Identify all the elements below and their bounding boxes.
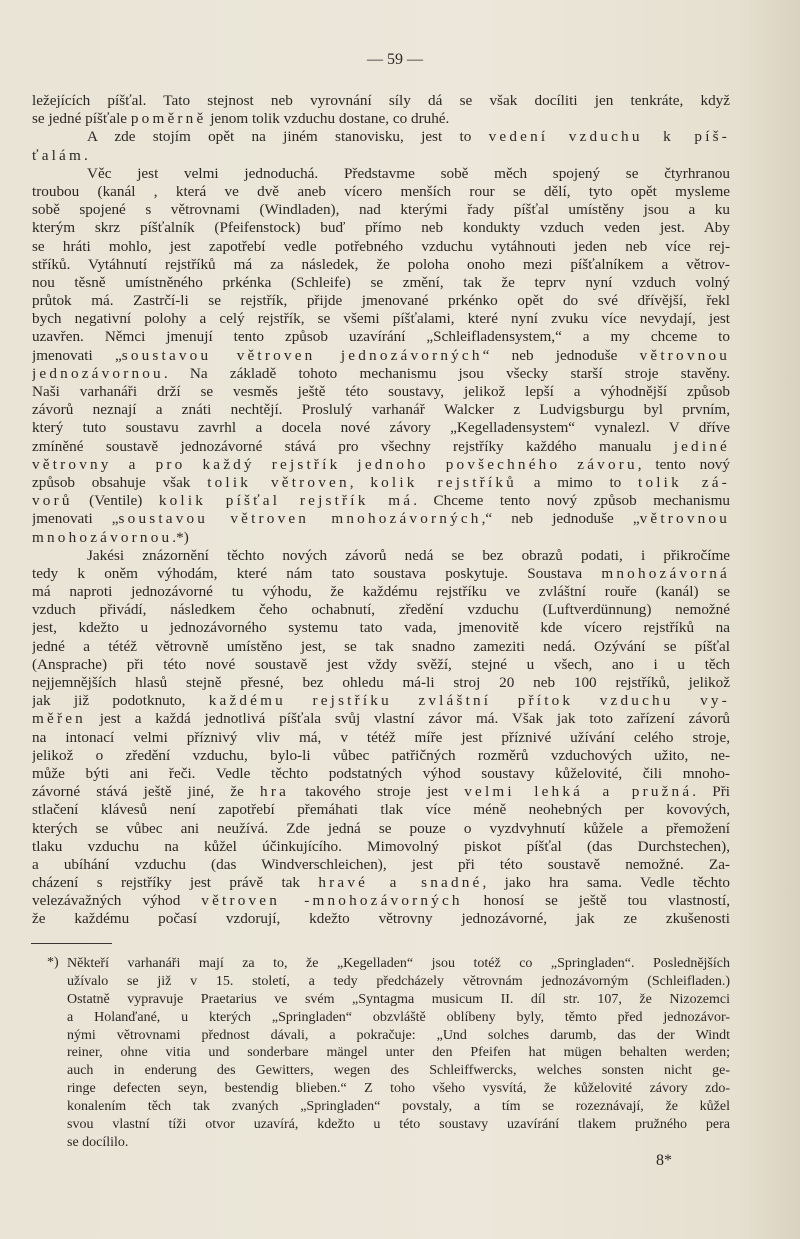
text-line bbox=[32, 365, 730, 383]
text-line bbox=[67, 1116, 730, 1134]
spaced-emphasis: měřen bbox=[32, 710, 86, 728]
spaced-emphasis: hra bbox=[260, 783, 290, 801]
text-line bbox=[32, 710, 730, 728]
text-run: sobě spojené s větrovnami (Windladen), nad kterými řady píšťal umístěny jsou a ku bbox=[32, 201, 730, 219]
text-line bbox=[32, 128, 730, 146]
text-run: svou vlastní tíži otvor uzavírá, kdežto u této soustavy uzavírání tlakem pružného pera bbox=[67, 1117, 730, 1133]
text-run: nejjemnějších hlasů stejně přesné, bez ohledu má-li stroj 20 neb 100 rejstříků, jelikož bbox=[32, 674, 730, 691]
text-line bbox=[67, 1027, 730, 1045]
spaced-emphasis: mnohozávornou bbox=[32, 528, 173, 546]
text-line bbox=[32, 456, 730, 474]
text-run: závorné stává ještě jiné, že bbox=[32, 783, 261, 801]
text-line bbox=[32, 529, 730, 547]
text-run: . bbox=[84, 146, 88, 164]
spaced-emphasis: každému rejstříku zvláštní přítok vzduchu vy- bbox=[208, 692, 730, 710]
text-run: . Na základě tohoto mechanismu jsou všecky starší stroje stavěny. bbox=[163, 364, 730, 382]
text-run: honosí se ještě tou vlastností, bbox=[462, 892, 730, 910]
text-run: , bbox=[349, 473, 371, 491]
text-line bbox=[67, 1009, 730, 1027]
text-run: “ neb jednoduše bbox=[482, 346, 640, 364]
text-line bbox=[32, 310, 730, 328]
text-run: způsob obsahuje však bbox=[32, 473, 208, 491]
spaced-emphasis: kolik rejstříků bbox=[370, 473, 517, 491]
text-line bbox=[32, 619, 730, 637]
text-line bbox=[67, 1098, 730, 1116]
spaced-emphasis: větroven -mnohozávorných bbox=[201, 892, 463, 910]
text-run: závorů neznají a znáti nechtějí. Proslulý varhanář Walcker z Ludvigsburgu byl prvním, bbox=[32, 401, 730, 419]
text-line bbox=[67, 1062, 730, 1080]
spaced-emphasis: jednozávornou bbox=[32, 364, 164, 382]
text-run: uzavřen. Němci jmenují tento způsob uzavírání „Schleifladensystem,“ a my chceme to bbox=[32, 328, 730, 346]
text-line bbox=[67, 955, 730, 973]
text-run: tlaku vzduchu na kůžel účinkujícího. Mimovolný piskot píšťal (das Durchstechen), bbox=[32, 837, 730, 855]
text-run: takového stroje jest bbox=[289, 783, 465, 801]
text-run: se hráti mohlo, jest zapotřebí vedle potřebného vzduchu vytáhnouti jeden neb více rej- bbox=[32, 237, 730, 255]
text-run: zmíněné soustavě jednozávorné stává pro všechny rejstříky každého manualu bbox=[32, 437, 674, 455]
spaced-emphasis: větrovnou bbox=[639, 346, 730, 364]
text-run: jak již podotknuto, bbox=[32, 692, 209, 710]
text-run: kterým skrz píšťalník (Pfeifenstock) buď přímo neb kondukty vzduch veden jest. Aby bbox=[32, 219, 730, 237]
text-run: velezávažných výhod bbox=[32, 892, 202, 910]
text-line bbox=[32, 729, 730, 747]
text-line bbox=[32, 692, 730, 710]
spaced-emphasis: soustavou větroven jednozávorných bbox=[121, 346, 483, 364]
text-line bbox=[67, 1134, 730, 1152]
spaced-emphasis: soustavou větroven mnohozávorných bbox=[118, 510, 482, 528]
text-run: a ubíhání vzduchu (das Windverschleichen), jest při této soustavě nemožné. Za- bbox=[32, 855, 730, 873]
text-line bbox=[32, 565, 730, 583]
text-line bbox=[32, 401, 730, 419]
text-run: jelikož o zředění vzduchu, bylo-li vůbec patřičných rozměrů vzduchových užito, ne- bbox=[32, 746, 730, 764]
text-line bbox=[32, 292, 730, 310]
spaced-emphasis: vedení vzduchu k píš- bbox=[488, 128, 730, 146]
text-run: , tento nový bbox=[637, 455, 730, 473]
spaced-emphasis: tolik větroven bbox=[207, 473, 350, 491]
text-line bbox=[32, 238, 730, 256]
text-run: troubou (kanál , která ve dvě aneb vícero menších rour se dělí, tyto opět mysleme bbox=[32, 182, 730, 200]
text-run: (Ansprache) při této nové soustavě jest vždy svěží, stejné u všech, ano i u těch bbox=[32, 655, 730, 673]
text-run: bych negativní polohy a celý rejstřík, se všemi píšťalami, které nyní zvuku více nevydají, jest bbox=[32, 310, 730, 328]
text-line bbox=[32, 656, 730, 674]
body-text bbox=[32, 92, 730, 929]
text-run: jenom tolik vzduchu dostane, co druhé. bbox=[206, 110, 450, 128]
text-line bbox=[32, 474, 730, 492]
spaced-emphasis: tolik zá- bbox=[638, 473, 730, 491]
text-run: Ostatně vypravuje Praetarius ve svém „Syntagma musicum II. díl str. 107, že Nizozemci bbox=[67, 991, 730, 1007]
footnote-divider bbox=[31, 943, 112, 944]
text-run: užívalo se již v 15. století, a tedy předcházely větrovnám jednozávorným (Schleifladen.) bbox=[67, 973, 730, 989]
spaced-emphasis: hravé a snadné bbox=[318, 874, 483, 892]
text-run: se docílilo. bbox=[67, 1134, 129, 1150]
text-run: stlačení klávesů není zapotřebí přemáhati tlak více méně neohebných per kovových, bbox=[32, 801, 730, 819]
text-line bbox=[32, 601, 730, 619]
text-run: ,“ neb jednoduše „ bbox=[481, 510, 640, 528]
text-line bbox=[32, 820, 730, 838]
spaced-emphasis: ťalám bbox=[32, 146, 85, 164]
text-line bbox=[32, 801, 730, 819]
footnote bbox=[47, 955, 730, 1152]
text-run: Věc jest velmi jednoduchá. Představme sobě měch spojený se čtyrhranou bbox=[87, 164, 730, 182]
text-run: cházení s rejstříky jest právě tak bbox=[32, 874, 319, 892]
text-run: ležejících píšťal. Tato stejnost neb vyrovnání síly dá se však docíliti jen tenkráte, když bbox=[32, 92, 730, 109]
text-line bbox=[32, 201, 730, 219]
spaced-emphasis: mnohozávorná bbox=[601, 564, 730, 582]
text-line bbox=[32, 547, 730, 565]
text-run: a Holanďané, u kterých „Springladen“ obzvláště oblíbeny byly, těmto před jednozávor- bbox=[67, 1009, 730, 1025]
text-line bbox=[32, 147, 730, 165]
text-line bbox=[32, 838, 730, 856]
page-number: — 59 — bbox=[367, 51, 423, 68]
text-run: Jakési znázornění těchto nových závorů nedá se bez obrazů podati, i přikročíme bbox=[87, 546, 730, 564]
text-run: A zde stojím opět na jiném stanovisku, jest to bbox=[87, 128, 489, 146]
text-run: že každému počasí vzdorují, kdežto větrovny jednozávorné, jak ze zkušenosti bbox=[32, 910, 730, 928]
text-line bbox=[32, 856, 730, 874]
spaced-emphasis: poměrně bbox=[130, 110, 207, 128]
text-line bbox=[32, 910, 730, 928]
text-line bbox=[32, 419, 730, 437]
text-line bbox=[32, 165, 730, 183]
text-line bbox=[32, 892, 730, 910]
spaced-emphasis: kolik píšťal rejstřík má bbox=[158, 492, 414, 510]
text-run: se jedné píšťale bbox=[32, 110, 131, 128]
text-run: jmenovati „ bbox=[32, 510, 119, 528]
text-run: reiner, ohne vitia und sonderbare mängel unter den Pfeifen hat mügen behalten werden; bbox=[67, 1045, 730, 1061]
text-run: jest a každá jednotlivá píšťala svůj vlastní závor má. Však jak toto zařízení závorů bbox=[85, 710, 730, 728]
text-line bbox=[32, 256, 730, 274]
text-run: ringe defecten seyn, bestendig blieben.“ Z toho všeho vysvítá, že kůželovité závory zdo- bbox=[67, 1081, 730, 1097]
text-line bbox=[32, 674, 730, 692]
text-run: stříků. Vytáhnutí rejstříků má za následek, že poloha onoho mezi píšťalníkem a větrov- bbox=[32, 255, 730, 273]
text-run: nou těsně umístněného prkénka (Schleife) se změní, tak že teprv nyní vzduch volný bbox=[32, 273, 730, 291]
text-line bbox=[67, 973, 730, 991]
text-line bbox=[32, 347, 730, 365]
spaced-emphasis: větrovny a pro každý rejstřík jednoho povšechného závoru bbox=[32, 455, 638, 473]
text-line bbox=[32, 92, 730, 110]
text-run: , jako hra sama. Vedle těchto bbox=[482, 874, 730, 892]
text-line bbox=[32, 874, 730, 892]
text-run: jedné a tétéž větrovně umístěno jest, se tak snadno zameziti nedá. Ozývání se píšťal bbox=[32, 637, 730, 655]
text-run: auch in enderung des Gewitters, wegen des Schleiffwercks, welches sonsten nicht ge- bbox=[67, 1063, 730, 1079]
text-line bbox=[32, 765, 730, 783]
text-run: jmenovati „ bbox=[32, 346, 122, 364]
text-run: jest, kdežto u jednozávorného systemu tato vada, jmenovitě kde vícero rejstříků na bbox=[32, 619, 730, 637]
text-line bbox=[32, 183, 730, 201]
text-line bbox=[32, 383, 730, 401]
text-run: konalením těch tak zvaných „Springladen“ povstaly, a tím se rozeznávají, že kůžel bbox=[67, 1099, 730, 1115]
text-line bbox=[32, 492, 730, 510]
text-line bbox=[32, 274, 730, 292]
text-run: nými větrovnami přednost dávali, a pokračuje: „Und solches darumb, das der Windt bbox=[67, 1027, 730, 1043]
text-line bbox=[32, 638, 730, 656]
text-run: který tuto soustavu zavrhl a docela nové závory „Kegelladensystem“ vynalezl. V dříve bbox=[32, 419, 730, 437]
spaced-emphasis: větrovnou bbox=[639, 510, 730, 528]
text-run: a mimo to bbox=[516, 473, 639, 491]
text-run: má naproti jednozávorné tu výhodu, že každému rejstříku ve zvláštní rouře (kanál) se bbox=[32, 583, 730, 601]
text-line bbox=[32, 583, 730, 601]
text-line bbox=[67, 1044, 730, 1062]
spaced-emphasis: vorů bbox=[32, 492, 73, 510]
text-line bbox=[32, 747, 730, 765]
text-run: může býti ani řeči. Vedle těchto podstatných výhod soustavy kůželovité, čili mnoho- bbox=[32, 764, 730, 782]
text-run: (Ventile) bbox=[72, 492, 159, 510]
footnote-marker: *) bbox=[47, 955, 59, 970]
text-run: .*) bbox=[172, 528, 189, 546]
text-run: kterých se vůbec ani neužívá. Zde jedná se pouze o vyzdvyhnutí kůžele a přemožení bbox=[32, 819, 730, 837]
spaced-emphasis: jediné bbox=[673, 437, 730, 455]
text-line bbox=[32, 110, 730, 128]
text-line bbox=[32, 328, 730, 346]
text-run: na intonací velmi příznivý vliv má, v tétéž míře jest příznivé užívání celého stroje, bbox=[32, 728, 730, 746]
text-run: . Chceme tento nový způsob mechanismu bbox=[413, 492, 730, 510]
text-run: . Při bbox=[692, 783, 730, 801]
text-line bbox=[32, 219, 730, 237]
signature-mark: 8* bbox=[656, 1152, 672, 1169]
text-line bbox=[67, 1080, 730, 1098]
text-run: průtok má. Zastrčí-li se rejstřík, přijde jmenované prkénko opět do své dřívější, řekl bbox=[32, 292, 730, 310]
text-line bbox=[32, 438, 730, 456]
text-run: Někteří varhanáři mají za to, že „Kegelladen“ jsou totéž co „Springladen“. Poslednějších bbox=[67, 956, 730, 971]
spaced-emphasis: velmi lehká a pružná bbox=[464, 783, 693, 801]
text-run: Naši varhanáři drží se vesměs ještě této soustavy, jelikož lepší a výhodnější způsob bbox=[32, 383, 730, 400]
text-line bbox=[67, 991, 730, 1009]
text-run: vzduch přivádí, následkem čeho ochabnutí, zředění vzduchu (Luftverdünnung) nemožné bbox=[32, 601, 730, 619]
text-line bbox=[32, 783, 730, 801]
text-run: tedy k oněm výhodám, které nám tato soustava poskytuje. Soustava bbox=[32, 564, 602, 582]
text-line bbox=[32, 510, 730, 528]
